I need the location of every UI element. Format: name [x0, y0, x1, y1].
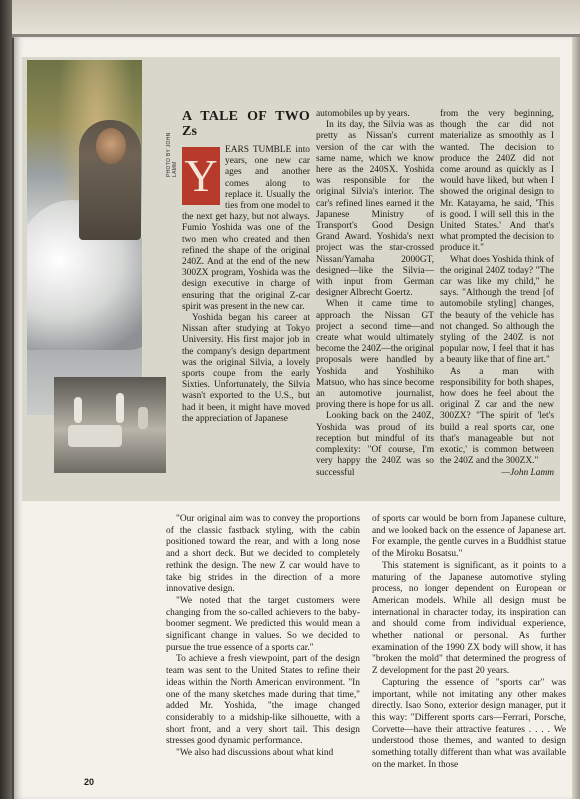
photo-clay-model	[68, 425, 122, 447]
sidebar-column-3	[440, 109, 554, 479]
photo-credit: PHOTO BY JOHN LAMM	[166, 132, 178, 177]
photo-worker	[74, 397, 82, 423]
article-paragraph: To achieve a fresh viewpoint, part of the design team was sent to the United States to refine their ideas within the North American environment. "In one of the many sketches made during that time," added Mr. Yoshida, "the image changed considerably to a midship-like silhouette, with a short front, and a very short tail. This design stresses good dynamic performance.	[166, 654, 360, 747]
photo-designer-with-car	[27, 60, 142, 415]
sidebar-byline-row	[440, 468, 554, 479]
sidebar-box	[22, 57, 560, 501]
sidebar-paragraph: from the very beginning, though the car did not materialize as smoothly as I wanted. The decision to produce the 240Z did not come around as quickly as I would have liked, but when I showed the original design to Mr. Katayama, he said, 'This is good. I will sell this in the United States.' And that's what prompted the decision to produce it."	[440, 109, 554, 254]
page-stack-edge	[572, 37, 580, 799]
article-paragraph: of sports car would be born from Japanese culture, and we looked back on the essence of Japanese art. For example, the gentle curves in a Buddhist statue of the Miroku Bosatsu."	[372, 514, 566, 560]
drop-cap: Y	[182, 147, 220, 205]
article-paragraph: "We also had discussions about what kind	[176, 748, 334, 759]
sidebar-paragraph: When it came time to approach the Nissan GT project a second time—and create what would ultimately become the 240Z—the original proposals were handled by Yoshida and Yoshihiko Matsuo, who has since become an automotive journalist, proving there is hope for us all.	[316, 299, 434, 411]
sidebar-column-1	[182, 109, 310, 425]
article-column-left	[166, 514, 360, 760]
article-column-right	[372, 514, 566, 771]
article-paragraph: This statement is significant, as it points to a maturing of the Japanese automotive styling process, no longer dependent on European or American models. While all design must be international in character today, its inspiration can and should come from individual experience, whether national or personal. As further examination of the 1990 ZX body will show, it has "broken the mold" that determined the progress of Z development for the past 20 years.	[372, 560, 566, 677]
sidebar-paragraph: In its day, the Silvia was as pretty as Nissan's current version of the car with the same name, which we know here as the 240SX. Yoshida was responsible for the original Silvia's interior. The car's refined lines earned it the Japanese Ministry of Transport's Good Design Grand Award. Yoshida's next project was the star-crossed Nissan/Yamaha 2000GT, designed—like the Silvia—with input from German designer Albrecht Goertz.	[316, 120, 434, 299]
photo-worker	[116, 393, 124, 423]
article-paragraph: "Our original aim was to convey the proportions of the classic fastback styling, with the cabin positioned toward the rear, and with a long nose and a short deck. But we decided to completely rethink the design. The new Z car would have to take big strides in the direction of a more innovative design.	[166, 514, 360, 595]
sidebar-paragraph: As a man with responsibility for both shapes, how does he feel about the original Z car and the new 300ZX? "The spirit of 'let's build a real sports car, one that's manageable but not exotic,' is common between the 240Z and the 300ZX."	[440, 366, 554, 467]
article-paragraph: "We noted that the target customers were changing from the so-called achievers to the baby-boomer segment. We predicted this would mean a significant change in values. So we decided to pursue the true essence of a sports car."	[166, 595, 360, 653]
page-number: 20	[84, 777, 95, 787]
article-paragraph: Capturing the essence of "sports car" was important, while not imitating any other makes directly. Isao Sono, exterior design manager, put it this way: "Different sports cars—Ferrari, Porsche, Corvette—have their attractive features . . . . We understood those themes, and wanted to design something totally different than what was available on the market. In those	[372, 677, 566, 770]
photo-design-studio	[54, 377, 166, 473]
sidebar-column-2	[316, 109, 434, 479]
sidebar-paragraph: Yoshida began his career at Nissan after studying at Tokyo University. His first major job in the company's design department was the original Silvia, a lovely sports coupe from the early Sixties. Unfortunately, the Silvia wasn't exported to the U.S., but had it been, it might have moved the appreciation of Japanese	[182, 313, 310, 424]
adjacent-page-edge	[12, 0, 580, 36]
sidebar-paragraph: automobiles up by years.	[316, 109, 410, 119]
photo-person-head	[96, 128, 126, 164]
sidebar-paragraph: Looking back on the 240Z, Yoshida was proud of its reception but mindful of its complexity: "Of course, I'm very happy the 240Z was so successful	[316, 411, 434, 478]
binding-shadow	[0, 0, 12, 799]
photo-worker	[138, 407, 148, 429]
sidebar-headline: A TALE OF TWO Zs	[182, 109, 310, 139]
sidebar-paragraph: What does Yoshida think of the original 240Z today? "The car was like my child," he says. "Although the trend [of automobile styling] changes, the beauty of the vehicle has not changed. So although the styling of the 240Z is not popular now, I feel that it has a beauty like that of fine art."	[440, 254, 554, 366]
sidebar-byline: —John Lamm	[501, 467, 554, 478]
sidebar-paragraph: EARS TUMBLE into years, one new car ages and another comes along to replace it. Usually the ties from one model to the next get hazy, but not always. Fumio Yoshida was one of the two men who created and then refined the shape of the original 240Z. And at the end of the new 300ZX program, Yoshida was the design executive in charge of ensuring that the original Z-car spirit was present in the new car.	[182, 145, 310, 312]
